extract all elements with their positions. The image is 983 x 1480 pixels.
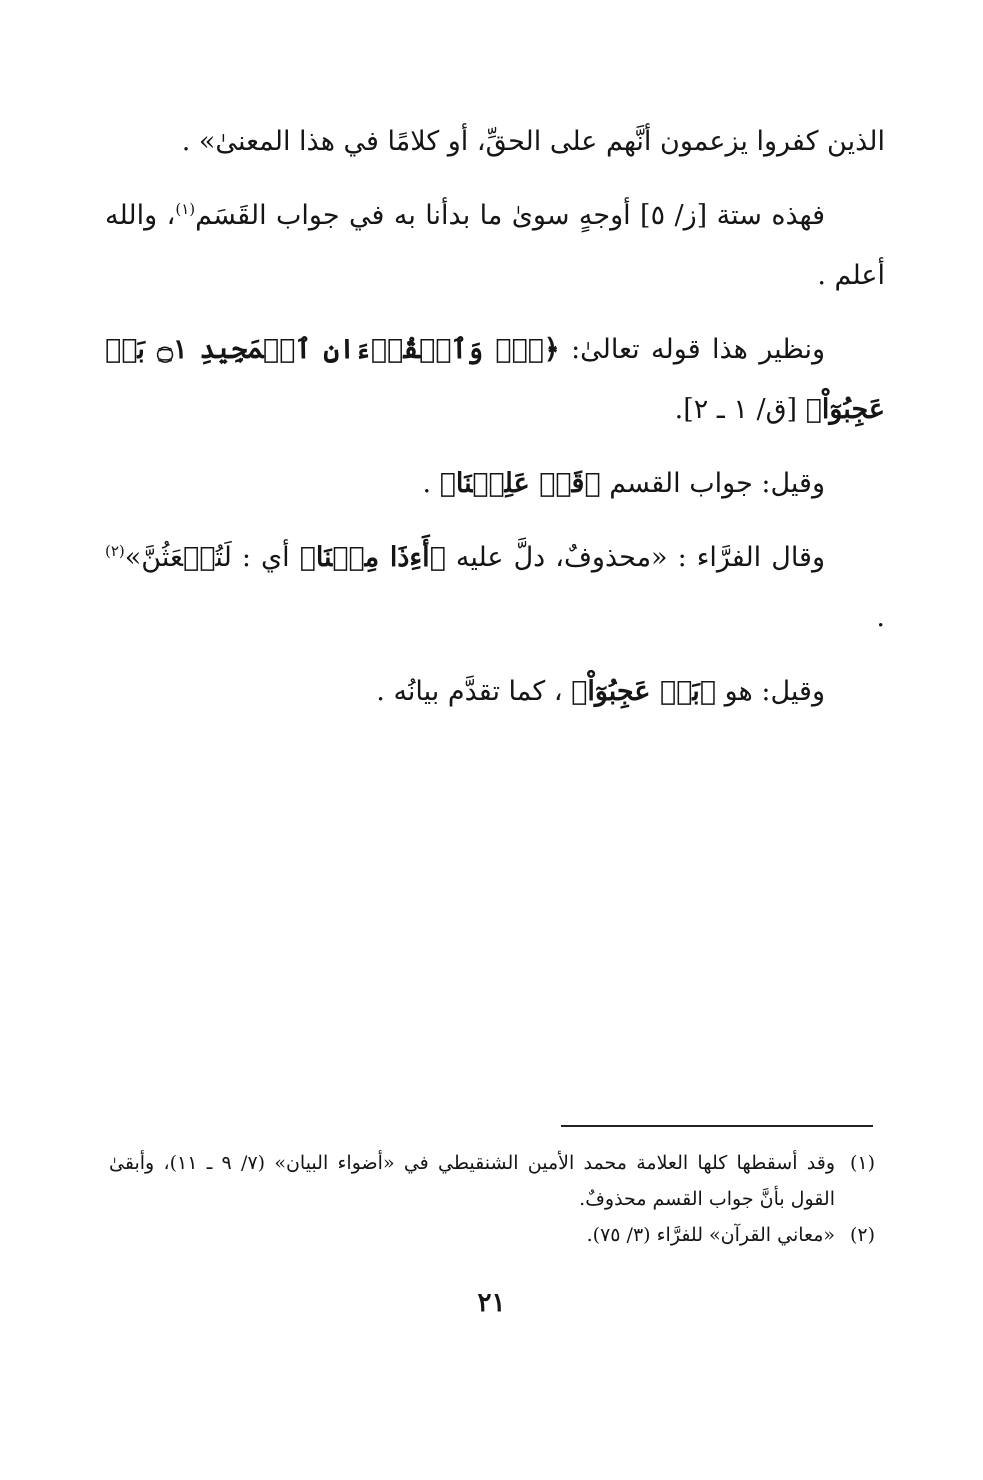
paragraph-3-lead: ونظير هذا قوله تعالىٰ: <box>559 334 826 365</box>
main-text <box>105 112 885 736</box>
footnote-2 <box>109 1217 875 1253</box>
paragraph-3 <box>105 320 885 440</box>
paragraph-5-mid: أي : لَتُبۡعَثُنَّ» <box>124 542 300 573</box>
paragraph-5-lead: وقال الفرَّاء : «محذوفٌ، دلَّ عليه <box>445 542 825 573</box>
paragraph-5 <box>105 528 885 648</box>
footnote-2-text: «معاني القرآن» للفرَّاء (٣/ ٧٥). <box>586 1224 835 1246</box>
quran-verse-qaf-1-2: ﴿قٓۚ وَٱلۡقُرۡءَانِ ٱلۡمَجِيدِ ۝١ بَلۡ عَجِبُوٓاْ﴾ <box>105 334 885 425</box>
paragraph-4-lead: وقيل: جواب القسم <box>600 468 825 499</box>
footnote-ref-2[interactable]: (٢) <box>105 542 125 560</box>
paragraph-4-tail: . <box>422 468 440 499</box>
quran-phrase-bal-ajibu: ﴿بَلۡ عَجِبُوٓاْ﴾ <box>571 676 716 707</box>
paragraph-4 <box>105 454 885 514</box>
footnote-1 <box>109 1145 875 1217</box>
paragraph-6-tail: ، كما تقدَّم بيانُه . <box>376 676 572 707</box>
paragraph-6 <box>105 662 885 722</box>
footnote-divider <box>561 1125 873 1127</box>
footnote-ref-1[interactable]: (١) <box>175 200 196 218</box>
paragraph-2 <box>105 186 885 306</box>
paragraph-2-text: فهذه ستة [ز/ ٥] أوجهٍ سوىٰ ما بدأنا به في جواب القَسَم <box>195 200 826 231</box>
paragraph-1-text: الذين كفروا يزعمون أنَّهم على الحقِّ، أو كلامًا في هذا المعنىٰ» . <box>181 126 885 157</box>
paragraph-1 <box>105 112 885 172</box>
quran-phrase-aidha-mitna: ﴿أَءِذَا مِتۡنَا﴾ <box>299 542 446 573</box>
paragraph-6-lead: وقيل: هو <box>716 676 825 707</box>
verse-reference: [ق/ ١ ـ ٢]. <box>674 394 806 425</box>
footnote-2-number: (٢) <box>849 1224 875 1246</box>
footnote-1-text: وقد أسقطها كلها العلامة محمد الأمين الشنقيطي في «أضواء البيان» (٧/ ٩ ـ ١١)، وأبقىٰ القول بأنَّ جواب القسم محذوفٌ. <box>109 1152 836 1210</box>
paragraph-2-tail: ، والله أعلم . <box>105 200 885 291</box>
footnote-1-number: (١) <box>849 1152 875 1174</box>
paragraph-5-tail: . <box>876 602 885 633</box>
page-number: ٢١ <box>477 1288 506 1318</box>
quran-phrase-qad-alimna: ﴿قَدۡ عَلِمۡنَا﴾ <box>439 468 601 499</box>
footnotes <box>109 1145 875 1253</box>
